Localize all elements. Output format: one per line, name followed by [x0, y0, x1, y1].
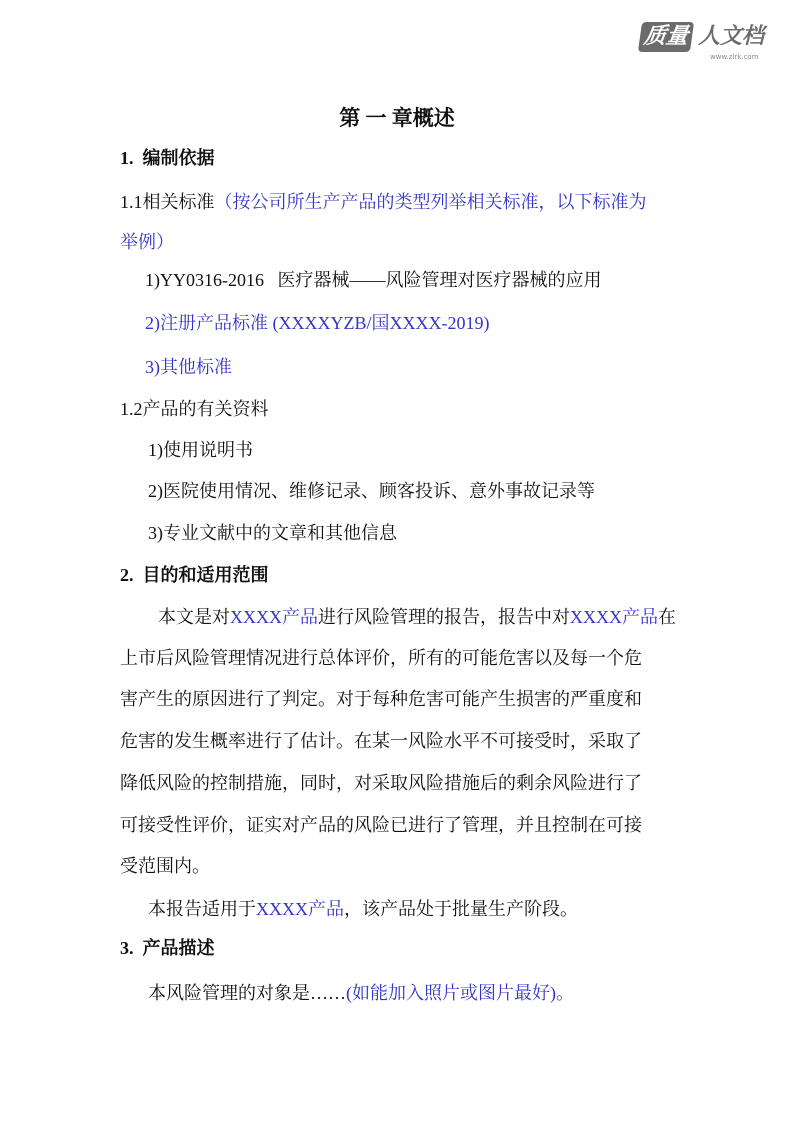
- text-segment: 在: [658, 607, 676, 627]
- heading-purpose-scope: 2. 目的和适用范围: [120, 565, 269, 585]
- scope-paragraph: [148, 897, 578, 921]
- purpose-paragraph-line: 危害的发生概率进行了估计。在某一风险水平不可接受时，采取了: [120, 731, 642, 751]
- text-segment: ，该产品处于批量生产阶段。: [344, 899, 578, 919]
- logo-url: www.zlrk.com: [710, 53, 759, 61]
- heading-product-description: 3. 产品描述: [120, 938, 215, 958]
- text-segment: 本风险管理的对象是……: [148, 983, 346, 1003]
- product-info-item: 3)专业文献中的文章和其他信息: [148, 523, 397, 543]
- subsection-1-1-note-continued: 举例）: [120, 232, 174, 252]
- subsection-1-1: [120, 190, 647, 214]
- standard-item: 3)其他标准: [145, 357, 232, 377]
- purpose-paragraph-line: 害产生的原因进行了判定。对于每种危害可能产生损害的严重度和: [120, 689, 642, 709]
- product-placeholder: XXXX产品: [230, 607, 318, 627]
- purpose-paragraph-line: 可接受性评价，证实对产品的风险已进行了管理，并且控制在可接: [120, 815, 642, 835]
- heading-compilation-basis: 1. 编制依据: [120, 148, 215, 168]
- subsection-1-2-label: 1.2产品的有关资料: [120, 399, 269, 419]
- product-placeholder: XXXX产品: [570, 607, 658, 627]
- product-info-item: 2)医院使用情况、维修记录、顾客投诉、意外事故记录等: [148, 481, 595, 501]
- description-note: (如能加入照片或图片最好)。: [346, 983, 574, 1003]
- product-placeholder: XXXX产品: [256, 899, 344, 919]
- text-segment: 本报告适用于: [148, 899, 256, 919]
- purpose-paragraph-line: [158, 605, 676, 629]
- description-paragraph: [148, 981, 574, 1005]
- purpose-paragraph-line: 上市后风险管理情况进行总体评价，所有的可能危害以及每一个危: [120, 648, 642, 668]
- watermark-logo: [640, 22, 786, 64]
- standard-item: 2)注册产品标准 (XXXXYZB/国XXXX-2019): [145, 313, 490, 333]
- chapter-title: 第 一 章概述: [339, 106, 455, 130]
- logo-wordmark: 人文档: [698, 24, 765, 49]
- standard-item: 1)YY0316-2016 医疗器械——风险管理对医疗器械的应用: [145, 270, 602, 290]
- subsection-1-1-note: （按公司所生产产品的类型列举相关标准，以下标准为: [214, 192, 647, 212]
- logo-mark: 质量: [638, 22, 694, 52]
- product-info-item: 1)使用说明书: [148, 440, 253, 460]
- text-segment: 本文是对: [158, 607, 230, 627]
- purpose-paragraph-line: 降低风险的控制措施，同时，对采取风险措施后的剩余风险进行了: [120, 773, 642, 793]
- subsection-1-1-label: 1.1相关标准: [120, 192, 215, 212]
- purpose-paragraph-line: 受范围内。: [120, 856, 210, 876]
- text-segment: 进行风险管理的报告，报告中对: [318, 607, 570, 627]
